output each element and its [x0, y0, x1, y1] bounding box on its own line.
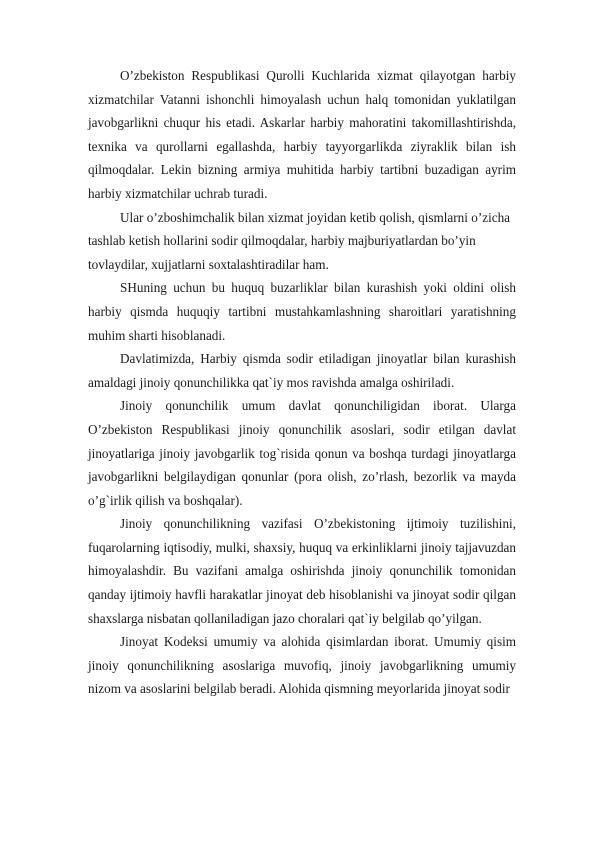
- paragraph-legislation-purpose: Jinoiy qonunchilikning vazifasi O’zbekistoning ijtimoiy tuzilishini, fuqarolarning iqtisodiy, mulki, shaxsiy, huquq va erkinliklarni jinoiy tajjavuzdan himoyalashdir. Bu vazifani amalga oshirishda jinoiy qonunchilik tomonidan qanday ijtimoiy havfli harakatlar jinoyat deb hisoblanishi va jinoyat sodir qilgan shaxslarga nisbatan qollaniladigan jazo choralari qat`iy belgilab qo’yilgan.: [88, 516, 516, 626]
- paragraph-crime-fighting: Davlatimizda, Harbiy qismda sodir etiladigan jinoyatlar bilan kurashish amaldagi jinoiy qonunchilikka qat`iy mos ravishda amalga oshiriladi.: [88, 351, 516, 390]
- paragraph-violations: Ular o’zboshimchalik bilan xizmat joyidan ketib qolish, qismlarni o’zicha tashlab ketish hollarini sodir qilmoqdalar, harbiy majburiyatlardan bo’yin tovlaydilar, xujjatlarni soxtalashtiradilar ham.: [88, 209, 511, 272]
- paragraph-legal-order: SHuning uchun bu huquq buzarliklar bilan kurashish yoki oldini olish harbiy qismda huquqiy tartibni mustahkamlashning sharoitlari yaratishning muhim sharti hisoblanadi.: [88, 280, 516, 343]
- paragraph-criminal-legislation: Jinoiy qonunchilik umum davlat qonunchiligidan iborat. Ularga O’zbekiston Respublikasi jinoiy qonunchilik asoslari, sodir etilgan davlat jinoyatlariga jinoiy javobgarlik tog`risida qonun va boshqa turdagi jinoyatlarga javobgarlikni belgilaydigan qonunlar (pora olish, zo’rlash, bezorlik va mayda o’g`irlik qilish va boshqalar).: [88, 398, 516, 508]
- paragraph-criminal-code: Jinoyat Kodeksi umumiy va alohida qisimlardan iborat. Umumiy qisim jinoiy qonunchilikning asoslariga muvofiq, jinoiy javobgarlikning umumiy nizom va asoslarini belgilab beradi. Alohida qismning meyorlarida jinoyat sodir: [88, 634, 516, 697]
- document-body: [88, 64, 516, 701]
- paragraph-armed-forces: O’zbekiston Respublikasi Qurolli Kuchlarida xizmat qilayotgan harbiy xizmatchilar Vatanni ishonchli himoyalash uchun halq tomonidan yuklatilgan javobgarlikni chuqur his etadi. Askarlar harbiy mahoratini takomillashtirishda, texnika va qurollarni egallashda, harbiy tayyorgarlikda ziyraklik bilan ish qilmoqdalar. Lekin bizning armiya muhitida harbiy tartibni buzadigan ayrim harbiy xizmatchilar uchrab turadi.: [88, 68, 516, 201]
